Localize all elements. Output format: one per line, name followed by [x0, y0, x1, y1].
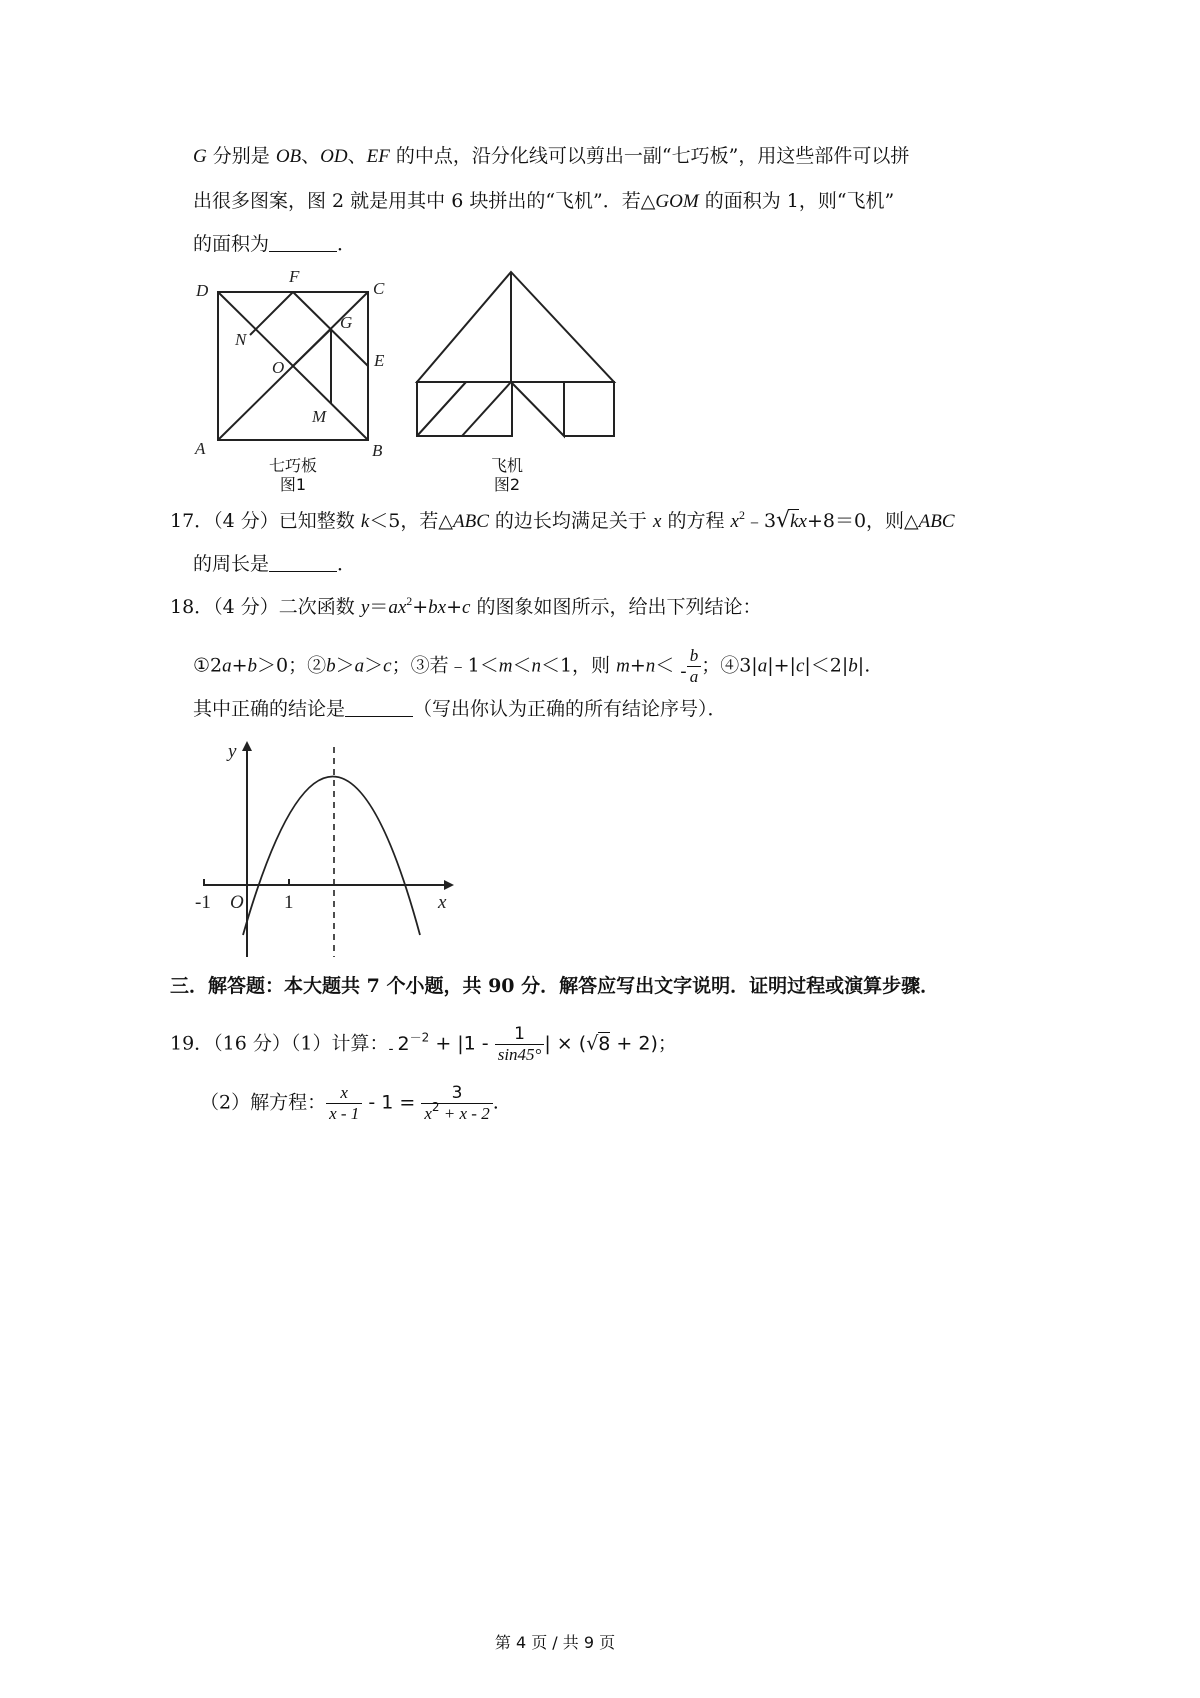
tick-neg1-label: -1 [195, 892, 211, 913]
origin-label: O [230, 892, 244, 913]
y-axis-label: y [228, 741, 237, 762]
label-G: G [340, 313, 353, 332]
q18-line-1: 18．（4 分）二次函数 $y=ax^2+bx+c$ 的图象如图所示，给出下列结论： [170, 594, 762, 618]
q19-line-2: （2）解方程： $\frac{x}{x - 1}$ - 1 = $\frac{3}{x^2 + x - 2}$ . [200, 1083, 499, 1123]
airplane-figure [408, 262, 623, 442]
label-O: O [272, 358, 285, 377]
label-B: B [372, 441, 383, 460]
tangram-line-fn [250, 292, 293, 335]
label-A: A [195, 439, 206, 458]
fraction-3-over-quadratic: $\frac{3}{x^2 + x - 2}$ [421, 1083, 492, 1124]
answer-blank-16[interactable] [269, 231, 337, 252]
airplane-v-line [462, 382, 511, 436]
q16-line-2: 出很多图案，图 2 就是用其中 6 块拼出的“飞机”．若△GOM 的面积为 1，则“飞机” [193, 190, 895, 212]
fig1-caption: 七巧板 图1 [268, 456, 317, 494]
sqrt-sign: √ [776, 508, 791, 533]
airplane-left-wing [417, 382, 512, 436]
sqrt-sign-8: √ [586, 1032, 599, 1055]
tangram-line-og [293, 329, 331, 366]
label-D: D [196, 281, 209, 300]
airplane-body-outline [417, 272, 614, 382]
q17-line-2: 的周长是 ． [193, 553, 357, 575]
label-E: E [374, 351, 385, 370]
fig2-caption: 飞机 图2 [490, 456, 523, 494]
q18-line-3: 其中正确的结论是 （写出你认为正确的所有结论序号）． [193, 698, 727, 720]
airplane-right-shape [511, 382, 614, 436]
page-footer: 第 4 页 / 共 9 页 [494, 1633, 616, 1652]
q17-line-1: 17．（4 分）已知整数 k＜5，若△ABC 的边长均满足关于 x 的方程 $x^2﹣3√kx+8=0$，则△ABC [170, 508, 955, 533]
x-axis-label: x [438, 892, 447, 913]
fraction-x-over-x-minus-1: $\frac{x}{x - 1}$ [326, 1083, 362, 1124]
q16-line-1: G 分别是 OB、OD、EF 的中点，沿分化线可以剪出一副“七巧板”，用这些部件可以拼 [193, 145, 910, 167]
label-F: F [289, 267, 300, 286]
q19-line-1: 19．（16 分）（1）计算：$_-$ $2^{-2} + |1$ - $\frac{1}{\sin 45^\circ}$ | × (√8 + 2)； [170, 1024, 677, 1064]
q16-line-3: 的面积为 ． [193, 233, 357, 255]
label-N: N [235, 330, 247, 349]
fraction-b-over-a: $\frac{b}{a}$ [687, 646, 702, 687]
fraction-1-over-sin45: $\frac{1}{\sin 45^\circ}$ [495, 1024, 545, 1065]
section-3-heading: 三．解答题：本大题共 7 个小题，共 90 分．解答应写出文字说明．证明过程或演算步骤． [170, 975, 940, 997]
airplane-left-cut-2 [417, 382, 466, 436]
tick-1-label: 1 [284, 892, 294, 913]
label-M: M [312, 407, 327, 426]
q18-line-2: ①2a+b＞0；②b＞a＞c；③若﹣1＜m＜n＜1，则 m+n＜ - $\frac{b}{a}$ ；④3|a|+|c|＜2|b|. [193, 646, 871, 686]
label-C: C [373, 279, 385, 298]
answer-blank-18[interactable] [345, 696, 413, 717]
parabola-curve [243, 777, 420, 936]
parabola-graph [188, 735, 463, 965]
answer-blank-17[interactable] [269, 551, 337, 572]
